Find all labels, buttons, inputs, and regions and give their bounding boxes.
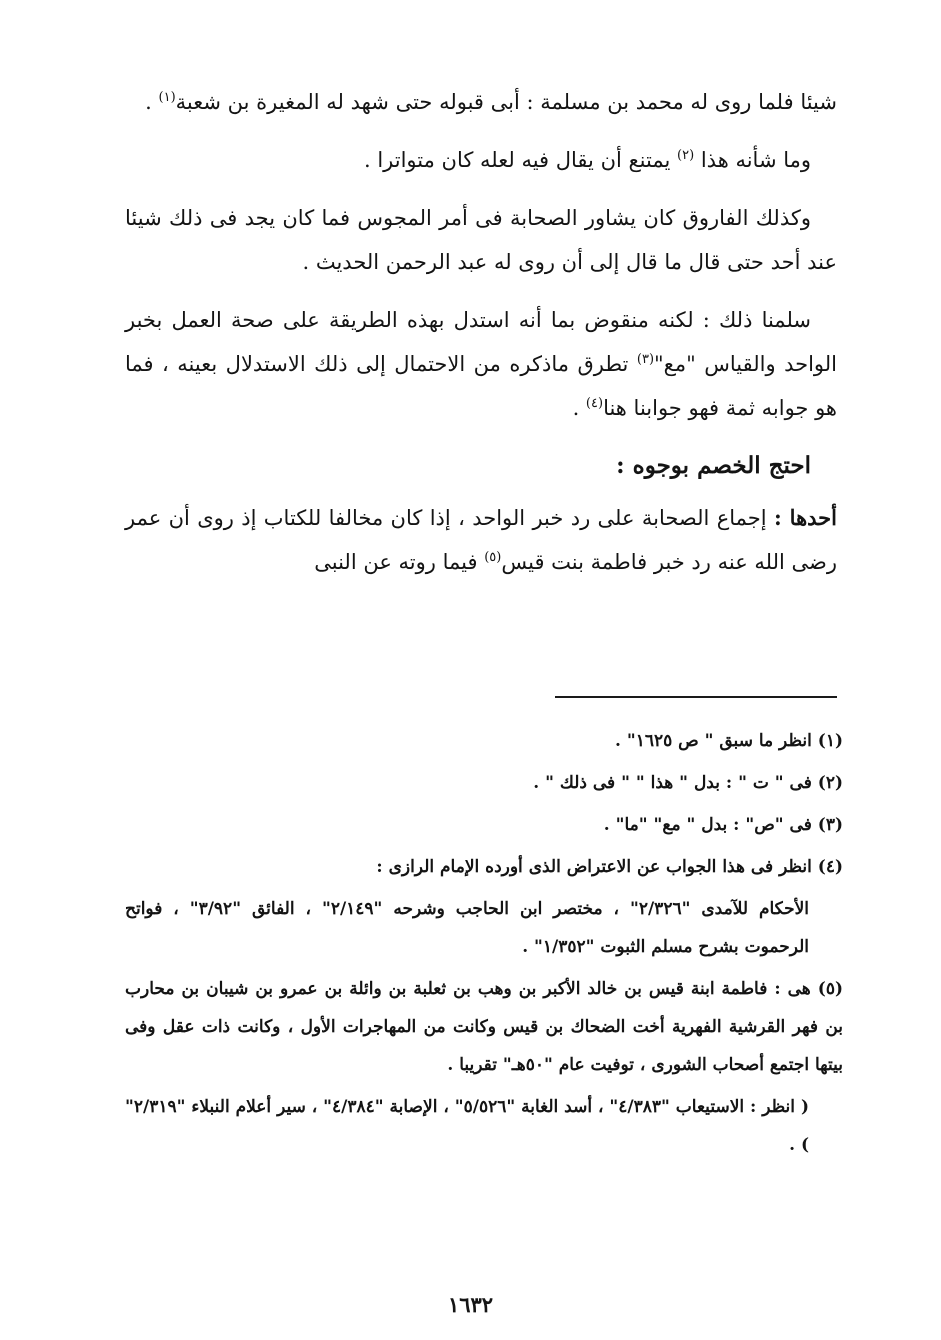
- paragraph-3: وكذلك الفاروق كان يشاور الصحابة فى أمر المجوس فما كان يجد فى ذلك شيئا عند أحد حتى قال ما قال إلى أن روى له عبد الرحمن الحديث .: [125, 206, 837, 274]
- paragraph-5-lead: أحدها :: [773, 505, 837, 530]
- paragraph-2-text-b: يمتنع أن يقال فيه لعله كان متواترا .: [363, 148, 678, 172]
- paragraph-4-text-b: تطرق ماذكره من الاحتمال إلى ذلك الاستدلال بعينه ، فما هو جوابه ثمة فهو جوابنا هنا: [125, 352, 837, 420]
- footnote-ref-4[interactable]: (٤): [585, 396, 604, 411]
- paragraph-5-text-b: فيما روته عن النبى: [314, 550, 485, 574]
- footnote-2: (٢) فى " ت " : بدل " هذا " " فى ذلك " .: [533, 773, 843, 793]
- section-heading: احتج الخصم بوجوه :: [616, 452, 811, 479]
- footnote-ref-5[interactable]: (٥): [484, 550, 502, 565]
- footnote-3: (٣) فى "ص" : بدل " مع" "ما" .: [603, 815, 843, 835]
- paragraph-1-end: .: [145, 90, 159, 114]
- paragraph-4-text-a: سلمنا ذلك : لكنه منقوض بما أنه استدل بهذه الطريقة على صحة العمل بخبر الواحد والقياس "مع": [125, 308, 837, 376]
- footnote-ref-3[interactable]: (٣): [636, 352, 655, 367]
- paragraph-1: [125, 80, 837, 124]
- paragraph-2-text-a: وما شأنه هذا: [694, 148, 811, 172]
- main-text: [125, 80, 837, 598]
- paragraph-5: [125, 496, 837, 584]
- footnote-divider: [555, 696, 837, 698]
- paragraph-5-text-a: إجماع الصحابة على رد خبر الواحد ، إذا كان مخالفا للكتاب إذ روى أن عمر رضى الله عنه رد خبر فاطمة بنت قيس: [125, 506, 837, 574]
- footnote-5: (٥) هى : فاطمة ابنة قيس بن خالد الأكبر بن وهب بن ثعلبة بن وائلة بن عمرو بن شيبان بن محارب بن فهر القرشية الفهرية أخت الضحاك بن قيس وكانت من المهاجرات الأول ، وكانت ذات عقل وفى بيتها اجتمع أصحاب الشورى ، توفيت عام "٥٠هـ" تقريبا .: [125, 979, 843, 1075]
- footnote-1: (١) انظر ما سبق " ص ١٦٢٥" .: [614, 731, 843, 751]
- footnote-5-continuation: ( انظر : الاستيعاب "٤/٣٨٣" ، أسد الغابة "٥/٥٢٦" ، الإصابة "٤/٣٨٤" ، سير أعلام النبلاء "٢/٣١٩" ) .: [125, 1097, 809, 1155]
- footnote-ref-1[interactable]: (١): [158, 90, 176, 105]
- paragraph-4: [125, 298, 837, 430]
- footnote-4: (٤) انظر فى هذا الجواب عن الاعتراض الذى أورده الإمام الرازى :: [376, 857, 843, 877]
- paragraph-1-text: شيئا فلما روى له محمد بن مسلمة : أبى قبوله حتى شهد له المغيرة بن شعبة: [175, 90, 837, 114]
- paragraph-4-end: .: [572, 396, 586, 420]
- footnote-ref-2[interactable]: (٢): [677, 148, 695, 163]
- page-number: ١٦٣٢: [447, 1292, 494, 1317]
- footnotes: [125, 722, 843, 1168]
- footnote-4-continuation: الأحكام للآمدى "٢/٣٢٦" ، مختصر ابن الحاجب وشرحه "٢/١٤٩" ، الفائق "٣/٩٢" ، فواتح الرحموت بشرح مسلم الثبوت "١/٣٥٢" .: [125, 899, 809, 957]
- paragraph-2: [125, 138, 837, 182]
